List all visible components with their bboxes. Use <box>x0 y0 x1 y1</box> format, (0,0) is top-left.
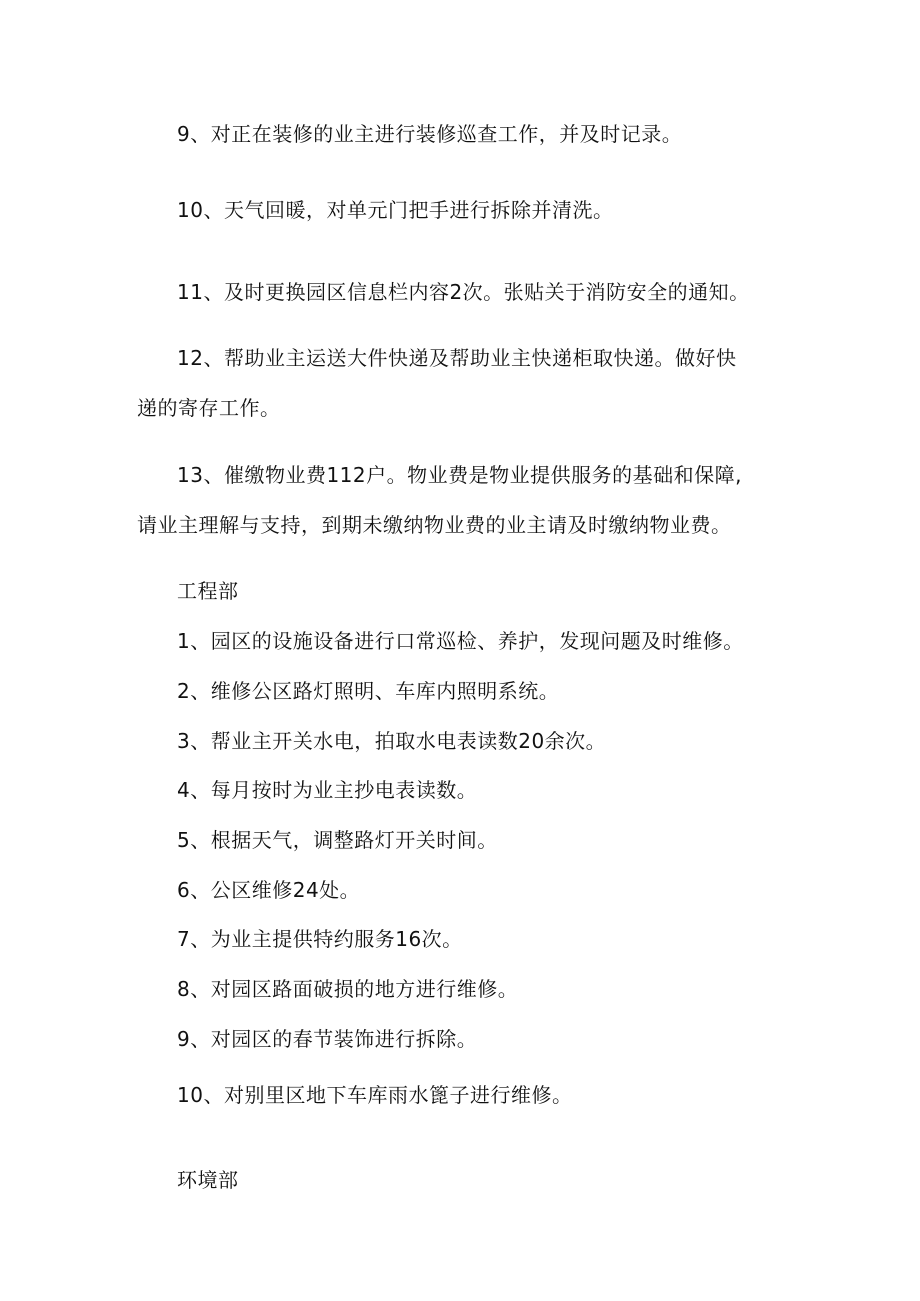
engineering-heading: 工程部 <box>177 579 239 603</box>
engineering-item-3: 3、帮业主开关水电，拍取水电表读数20余次。 <box>177 729 607 753</box>
item-13-line2: 请业主理解与支持，到期未缴纳物业费的业主请及时缴纳物业费。 <box>137 513 732 537</box>
environment-heading: 环境部 <box>177 1168 239 1192</box>
engineering-item-2: 2、维修公区路灯照明、车库内照明系统。 <box>177 679 560 703</box>
item-10: 10、天气回暖，对单元门把手进行拆除并清洗。 <box>177 198 614 222</box>
engineering-item-5: 5、根据天气，调整路灯开关时间。 <box>177 828 498 852</box>
engineering-item-9: 9、对园区的春节装饰进行拆除。 <box>177 1027 478 1051</box>
engineering-item-7: 7、为业主提供特约服务16次。 <box>177 927 463 951</box>
item-12-line1: 12、帮助业主运送大件快递及帮助业主快递柜取快递。做好快 <box>177 346 737 370</box>
item-9: 9、对正在装修的业主进行装修巡查工作，并及时记录。 <box>177 122 683 146</box>
item-13-line1: 13、催缴物业费112户。物业费是物业提供服务的基础和保障, <box>177 463 742 487</box>
engineering-item-10: 10、对别里区地下车库雨水篦子进行维修。 <box>177 1083 573 1107</box>
engineering-item-8: 8、对园区路面破损的地方进行维修。 <box>177 977 519 1001</box>
item-11: 11、及时更换园区信息栏内容2次。张贴关于消防安全的通知。 <box>177 280 750 304</box>
item-12-line2: 递的寄存工作。 <box>137 396 281 420</box>
engineering-item-6: 6、公区维修24处。 <box>177 878 361 902</box>
engineering-item-1: 1、园区的设施设备进行口常巡检、养护，发现问题及时维修。 <box>177 629 744 653</box>
engineering-item-4: 4、每月按时为业主抄电表读数。 <box>177 778 478 802</box>
